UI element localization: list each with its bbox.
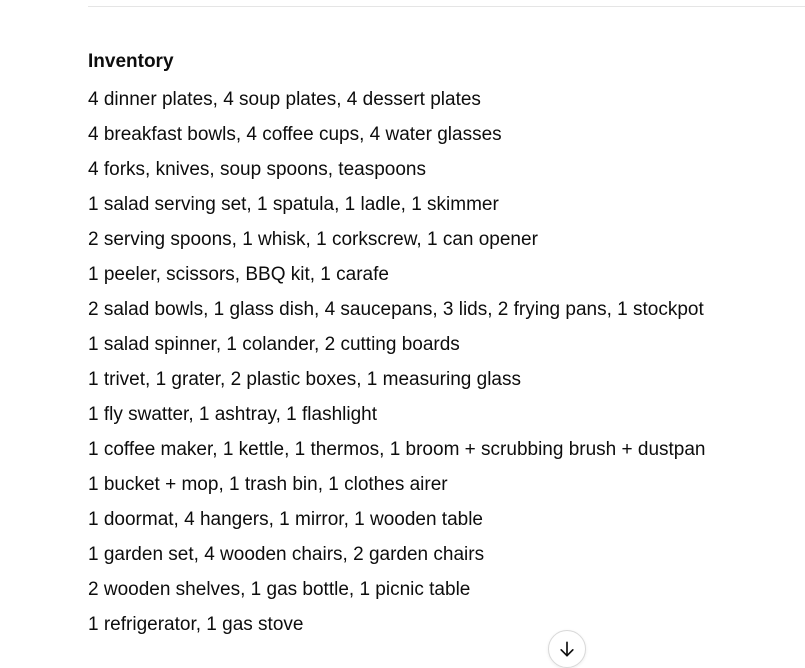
arrow-down-icon: [557, 639, 577, 659]
inventory-line: 1 doormat, 4 hangers, 1 mirror, 1 wooden table: [88, 509, 484, 530]
inventory-line: 1 salad spinner, 1 colander, 2 cutting boards: [88, 334, 460, 355]
inventory-line: 1 refrigerator, 1 gas stove: [88, 614, 304, 635]
inventory-line: 1 salad serving set, 1 spatula, 1 ladle, 1 skimmer: [88, 194, 499, 215]
inventory-line: 1 peeler, scissors, BBQ kit, 1 carafe: [88, 264, 389, 285]
top-divider: [88, 6, 805, 7]
inventory-line: 1 coffee maker, 1 kettle, 1 thermos, 1 broom + scrubbing brush + dustpan: [88, 439, 706, 460]
inventory-line: 2 serving spoons, 1 whisk, 1 corkscrew, 1 can opener: [88, 229, 538, 250]
inventory-line: 1 trivet, 1 grater, 2 plastic boxes, 1 measuring glass: [88, 369, 521, 390]
inventory-line: 2 wooden shelves, 1 gas bottle, 1 picnic table: [88, 579, 471, 600]
inventory-line: 1 garden set, 4 wooden chairs, 2 garden chairs: [88, 544, 485, 565]
inventory-list: [88, 82, 788, 642]
inventory-line: 4 breakfast bowls, 4 coffee cups, 4 water glasses: [88, 124, 502, 145]
scroll-to-bottom-button[interactable]: [548, 630, 586, 668]
inventory-line: 1 fly swatter, 1 ashtray, 1 flashlight: [88, 404, 378, 425]
inventory-line: 2 salad bowls, 1 glass dish, 4 saucepans, 3 lids, 2 frying pans, 1 stockpot: [88, 299, 704, 320]
inventory-line: 4 dinner plates, 4 soup plates, 4 dessert plates: [88, 89, 481, 110]
message-content: [88, 47, 788, 642]
inventory-line: 1 bucket + mop, 1 trash bin, 1 clothes airer: [88, 474, 448, 495]
inventory-line: 4 forks, knives, soup spoons, teaspoons: [88, 159, 426, 180]
inventory-heading: Inventory: [88, 51, 174, 72]
